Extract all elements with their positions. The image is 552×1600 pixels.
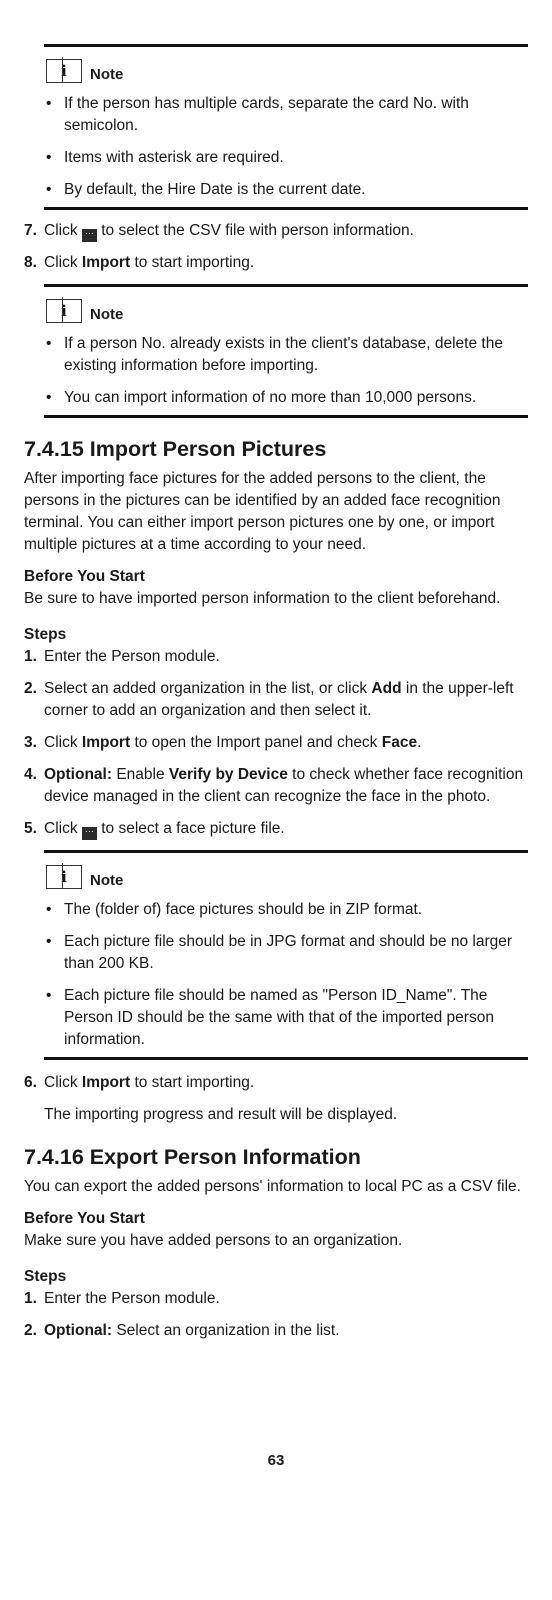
document-page [24,0,528,1352]
note-label: Note [90,65,124,83]
step-text: to start importing. [134,254,255,271]
info-book-icon: i [46,865,82,889]
step-text: Enter the Person module. [44,648,220,665]
step-1 [24,1288,528,1310]
note-item: • Each picture file should be in JPG format and should be no larger than 200 KB. [44,931,528,975]
before-text: Make sure you have added persons to an organization. [24,1232,403,1249]
note-item: • Each picture file should be named as "Person ID_Name". The Person ID should be the same with that of the imported person information. [44,985,528,1051]
step-2 [24,1320,528,1342]
note-box [44,850,528,1060]
note-item: • You can import information of no more than 10,000 persons. [44,387,528,409]
import-label: Import [81,1074,131,1091]
step-2 [24,678,528,722]
steps-block [24,1266,528,1342]
before-text: Be sure to have imported person information to the client beforehand. [24,590,501,607]
optional-label: Optional: [44,766,113,783]
steps-block [24,624,528,840]
note-item: • Items with asterisk are required. [44,147,528,169]
step-text: Click [44,254,78,271]
face-label: Face [381,734,418,751]
step-1 [24,646,528,668]
page-number: 63 [267,1452,285,1469]
step-number: 5. [24,820,37,837]
more-dots-icon[interactable]: ··· [82,827,97,840]
info-book-icon: i [46,299,82,323]
note-item: • If the person has multiple cards, separate the card No. with semicolon. [44,93,528,137]
step-number: 1. [24,648,37,665]
note-list [44,333,528,409]
steps-label: Steps [24,1268,67,1285]
note-box [44,44,528,210]
step-6-result: The importing progress and result will be displayed. [44,1106,398,1123]
note-header [44,53,528,89]
before-you-start [24,566,528,610]
step-text: in the upper-left corner to add an organization and then select it. [44,680,514,719]
step-number: 6. [24,1074,37,1091]
step-text: Click [44,1074,78,1091]
step-number: 3. [24,734,37,751]
step-text: Enter the Person module. [44,1290,220,1307]
step-text: to select a face picture file. [101,820,285,837]
more-dots-icon[interactable]: ··· [82,229,97,242]
note-header [44,859,528,895]
step-6 [24,1072,528,1094]
step-text: Enable [116,766,165,783]
info-book-icon: i [46,59,82,83]
step-7 [24,220,528,242]
step-text: Click [44,222,78,239]
step-text: to select the CSV file with person information. [101,222,414,239]
step-4 [24,764,528,808]
step-number: 4. [24,766,37,783]
import-label: Import [81,734,131,751]
step-text: Select an organization in the list. [116,1322,340,1339]
step-text: Click [44,734,78,751]
step-text: . [417,734,422,751]
add-label: Add [371,680,402,697]
note-box [44,284,528,418]
step-number: 1. [24,1290,37,1307]
step-3 [24,732,528,754]
note-list [44,93,528,201]
section-title: 7.4.15 Import Person Pictures [24,437,327,461]
before-label: Before You Start [24,1210,145,1227]
step-number: 7. [24,222,37,239]
step-text: to check whether face recognition device managed in the client can recognize the face in the photo. [44,766,524,805]
step-text: to start importing. [134,1074,255,1091]
verify-by-device-label: Verify by Device [168,766,288,783]
before-you-start [24,1208,528,1252]
import-label: Import [81,254,131,271]
step-number: 8. [24,254,37,271]
section-title: 7.4.16 Export Person Information [24,1145,361,1169]
section-intro: You can export the added persons' information to local PC as a CSV file. [24,1178,521,1195]
optional-label: Optional: [44,1322,113,1339]
step-number: 2. [24,680,37,697]
step-text: to open the Import panel and check [134,734,378,751]
steps-label: Steps [24,626,67,643]
note-item: • By default, the Hire Date is the current date. [44,179,528,201]
note-header [44,293,528,329]
section-intro: After importing face pictures for the added persons to the client, the persons in the pictures can be identified by an added face recognition terminal. You can either import person pictures one by one, or import multiple pictures at a time according to your need. [24,470,501,553]
before-label: Before You Start [24,568,145,585]
note-item: • If a person No. already exists in the client's database, delete the existing information before importing. [44,333,528,377]
step-text: Click [44,820,78,837]
note-label: Note [90,305,124,323]
step-5 [24,818,528,840]
note-item: • The (folder of) face pictures should be in ZIP format. [44,899,528,921]
note-list [44,899,528,1051]
note-label: Note [90,871,124,889]
step-text: Select an added organization in the list, or click [44,680,368,697]
step-8 [24,252,528,274]
step-number: 2. [24,1322,37,1339]
